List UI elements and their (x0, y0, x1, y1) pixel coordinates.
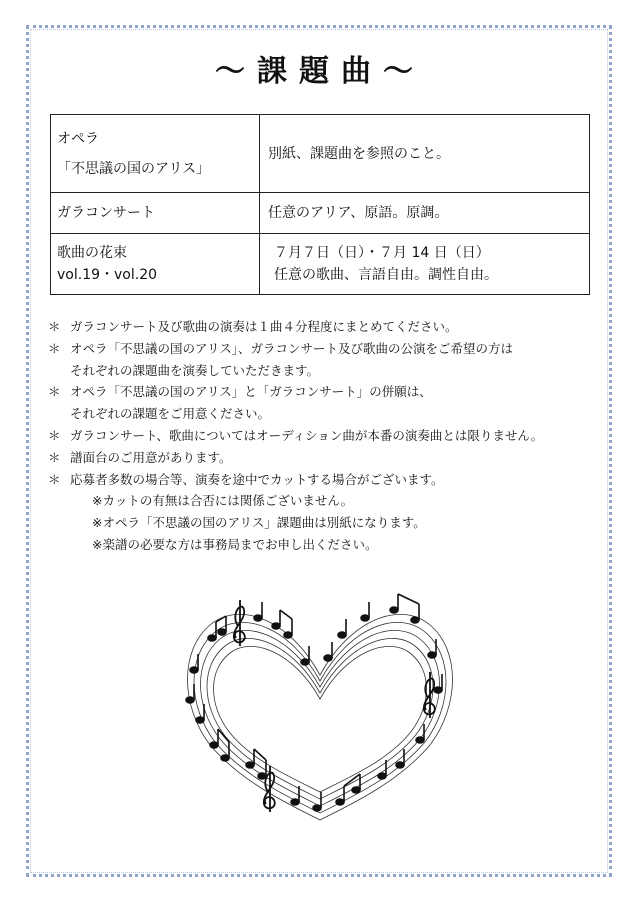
details-date: ７月７日（日）・７月 14 日（日） (274, 245, 490, 261)
details-cell (260, 193, 590, 234)
note-item (48, 316, 608, 338)
asterisk-mark: ＊ (48, 319, 61, 334)
note-line: それぞれの課題曲を演奏していただきます。 (70, 362, 320, 378)
note-line: オペラ「不思議の国のアリス」と「ガラコンサート」の併願は、 (70, 384, 432, 400)
note-item (48, 469, 608, 491)
table-row (51, 115, 590, 193)
table-row (51, 193, 590, 234)
asterisk-mark: ＊ (48, 340, 61, 356)
note-line: 応募者多数の場合等、演奏を途中でカットする場合がございます。 (70, 471, 444, 487)
details-text: 任意の歌曲、言語自由。調性自由。 (274, 267, 498, 283)
details-cell (260, 234, 590, 295)
work-label: 「不思議の国のアリス」 (57, 160, 211, 177)
page-title: ～課題曲～ (215, 54, 425, 89)
details-cell (260, 115, 590, 193)
table-row (51, 234, 590, 295)
category-cell (51, 193, 260, 234)
note-item (48, 447, 608, 469)
note-line: オペラ「不思議の国のアリス」、ガラコンサート及び歌曲の公演をご希望の方は (70, 340, 514, 356)
note-line: 譜面台のご用意があります。 (70, 449, 232, 465)
asterisk-mark: ＊ (48, 449, 61, 465)
music-notes-heart-icon (170, 580, 470, 830)
category-cell (51, 115, 260, 193)
note-item (48, 381, 608, 425)
note-item (48, 425, 608, 447)
category-label: 歌曲の花束 (57, 245, 127, 261)
note-line: ガラコンサート及び歌曲の演奏は１曲４分程度にまとめてください。 (70, 319, 458, 334)
note-line: ガラコンサート、歌曲についてはオーディション曲が本番の演奏曲とは限りません。 (70, 427, 544, 443)
work-label: vol.19・vol.20 (57, 267, 158, 283)
category-label: オペラ (57, 130, 99, 147)
details-text: 別紙、課題曲を参照のこと。 (268, 145, 450, 162)
repertoire-table (50, 114, 590, 295)
asterisk-mark: ＊ (48, 471, 61, 487)
asterisk-mark: ＊ (48, 427, 61, 443)
sub-note: ※カットの有無は合否には関係ございません。 (92, 493, 354, 509)
category-cell (51, 234, 260, 295)
sub-note: ※オペラ「不思議の国のアリス」課題曲は別紙になります。 (92, 515, 426, 531)
note-line: それぞれの課題をご用意ください。 (70, 406, 271, 422)
asterisk-mark: ＊ (48, 384, 61, 400)
note-item (48, 338, 608, 382)
details-text: 任意のアリア、原語。原調。 (268, 205, 449, 221)
sub-note: ※楽譜の必要な方は事務局までお申し出ください。 (92, 536, 378, 552)
notes-list (48, 316, 608, 556)
category-label: ガラコンサート (57, 205, 155, 221)
